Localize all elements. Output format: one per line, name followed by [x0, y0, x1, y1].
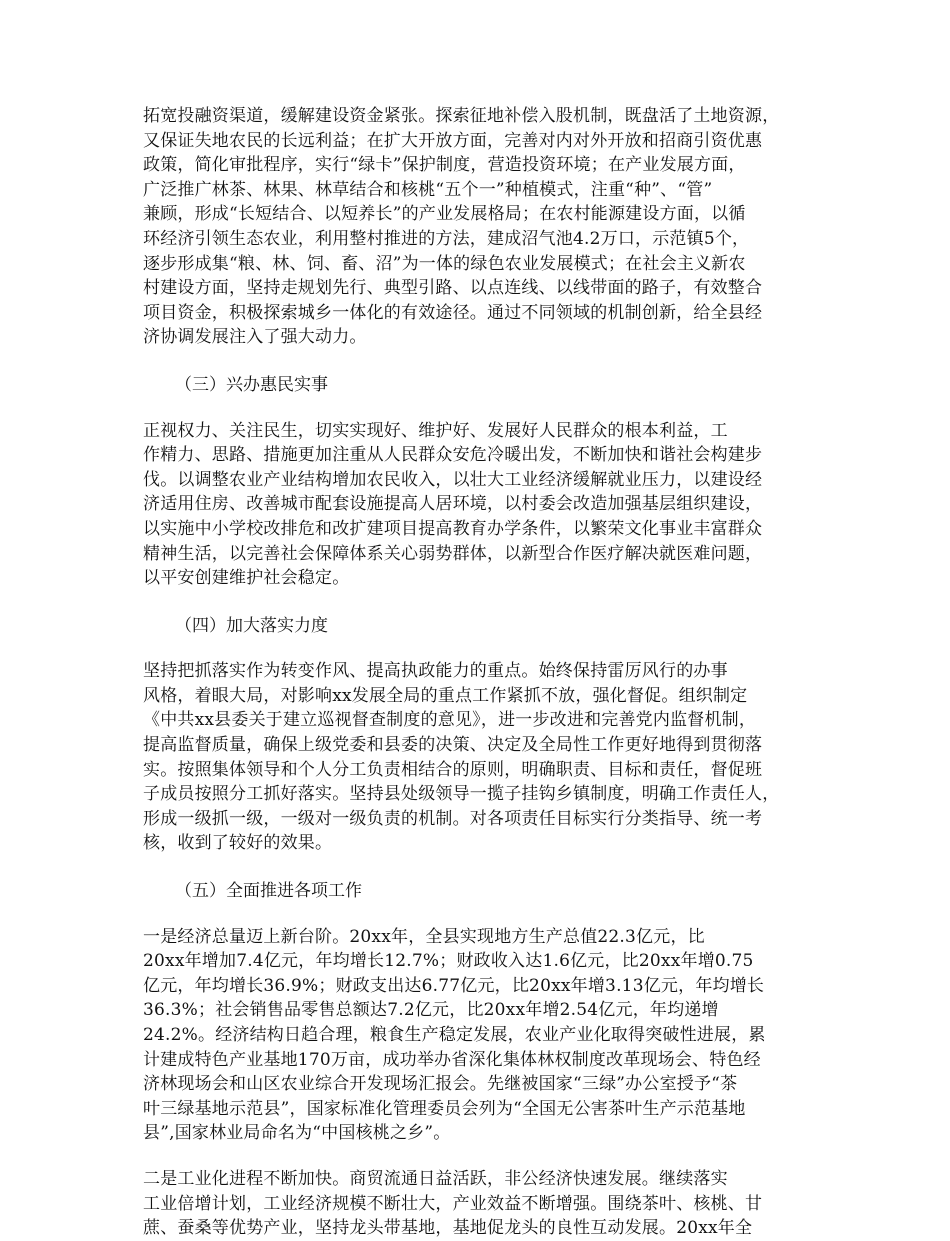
text-line: 县”,国家林业局命名为“中国核桃之乡”。 — [143, 1123, 451, 1144]
text-line: 济适用住房、改善城市配套设施提高人居环境，以村委会改造加强基层组织建设， — [143, 494, 763, 515]
text-line: 济协调发展注入了强大动力。 — [143, 327, 367, 348]
text-line: 逐步形成集“粮、林、饲、畜、沼”为一体的绿色农业发展模式；在社会主义新农 — [143, 253, 746, 274]
section-heading-4: （四）加大落实力度 — [175, 615, 328, 636]
text-line: 24.2%。经济结构日趋合理，粮食生产稳定发展，农业产业化取得突破性进展，累 — [143, 1025, 766, 1045]
document-page — [143, 104, 807, 1241]
text-line: 项目资金，积极探索城乡一体化的有效途径。通过不同领域的机制创新，给全县经 — [143, 302, 763, 323]
text-line: 正视权力、关注民生，切实实现好、维护好、发展好人民群众的根本利益，工 — [143, 420, 728, 441]
section-heading-5: （五）全面推进各项工作 — [175, 881, 362, 902]
text-line: 实。按照集体领导和个人分工负责相结合的原则，明确职责、目标和责任，督促班 — [143, 759, 763, 780]
text-line: 亿元，年均增长36.9%；财政支出达6.77亿元，比20xx年增3.13亿元，年均增长 — [143, 975, 765, 996]
text-line: 以实施中小学校改排危和改扩建项目提高教育办学条件，以繁荣文化事业丰富群众 — [143, 518, 763, 539]
text-line: 兼顾，形成“长短结合、以短养长”的产业发展格局；在农村能源建设方面，以循 — [143, 204, 746, 225]
text-line: 坚持把抓落实作为转变作风、提高执政能力的重点。始终保持雷厉风行的办事 — [143, 661, 728, 682]
text-line: 提高监督质量，确保上级党委和县委的决策、决定及全局性工作更好地得到贯彻落 — [143, 735, 763, 756]
text-line: 环经济引领生态农业，利用整村推进的方法，建成沼气池4.2万口，示范镇5个， — [143, 228, 750, 249]
text-line: 拓宽投融资渠道，缓解建设资金紧张。探索征地补偿入股机制，既盘活了土地资源， — [143, 106, 780, 126]
text-line: 20xx年增加7.4亿元，年均增长12.7%；财政收入达1.6亿元，比20xx年增0.75 — [143, 951, 754, 972]
text-line: 形成一级抓一级，一级对一级负责的机制。对各项责任目标实行分类指导、统一考 — [143, 808, 763, 829]
text-line: 叶三绿基地示范县”，国家标准化管理委员会列为“全国无公害茶叶生产示范基地 — [143, 1098, 746, 1119]
text-line: 工业倍增计划，工业经济规模不断壮大，产业效益不断增强。围绕茶叶、核桃、甘 — [143, 1193, 763, 1214]
text-line: 风格，着眼大局，对影响xx发展全局的重点工作紧抓不放，强化督促。组织制定 — [143, 685, 748, 706]
text-line: 36.3%；社会销售品零售总额达7.2亿元，比20xx年增2.54亿元，年均递增 — [143, 1000, 719, 1021]
paragraph-economy — [143, 925, 807, 1146]
paragraph-implementation — [143, 659, 807, 856]
paragraph-financing — [143, 104, 807, 350]
text-line: 又保证失地农民的长远利益；在扩大开放方面，完善对内对外开放和招商引资优惠 — [143, 130, 763, 151]
text-line: 子成员按照分工抓好落实。坚持县处级领导一揽子挂钩乡镇制度，明确工作责任人， — [143, 784, 780, 805]
text-line: 计建成特色产业基地170万亩，成功举办省深化集体林权制度改革现场会、特色经 — [143, 1049, 761, 1070]
text-line: 蔗、蚕桑等优势产业，坚持龙头带基地，基地促龙头的良性互动发展。20xx年全 — [143, 1218, 753, 1239]
text-line: 村建设方面，坚持走规划先行、典型引路、以点连线、以线带面的路子，有效整合 — [143, 278, 763, 299]
text-line: 政策，简化审批程序，实行“绿卡”保护制度，营造投资环境；在产业发展方面， — [143, 155, 746, 176]
text-line: 作精力、思路、措施更加注重从人民群众安危冷暖出发，不断加快和谐社会构建步 — [143, 445, 763, 466]
text-line: 广泛推广林茶、林果、林草结合和核桃“五个一”种植模式，注重“种”、“管” — [143, 179, 713, 200]
text-line: 一是经济总量迈上新台阶。20xx年，全县实现地方生产总值22.3亿元，比 — [143, 926, 705, 947]
text-line: 核，收到了较好的效果。 — [143, 833, 333, 854]
text-line: 济林现场会和山区农业综合开发现场汇报会。先继被国家“三绿”办公室授予“茶 — [143, 1074, 738, 1095]
text-line: 二是工业化进程不断加快。商贸流通日益活跃，非公经济快速发展。继续落实 — [143, 1168, 728, 1189]
text-line: 以平安创建维护社会稳定。 — [143, 568, 350, 589]
text-line: 精神生活，以完善社会保障体系关心弱势群体，以新型合作医疗解决就医难问题， — [143, 543, 763, 564]
section-heading-3: （三）兴办惠民实事 — [175, 374, 328, 395]
paragraph-livelihood — [143, 419, 807, 591]
text-line: 《中共xx县委关于建立巡视督查制度的意见》，进一步改进和完善党内监督机制， — [143, 710, 757, 731]
text-line: 伐。以调整农业产业结构增加农民收入，以壮大工业经济缓解就业压力，以建设经 — [143, 469, 763, 490]
